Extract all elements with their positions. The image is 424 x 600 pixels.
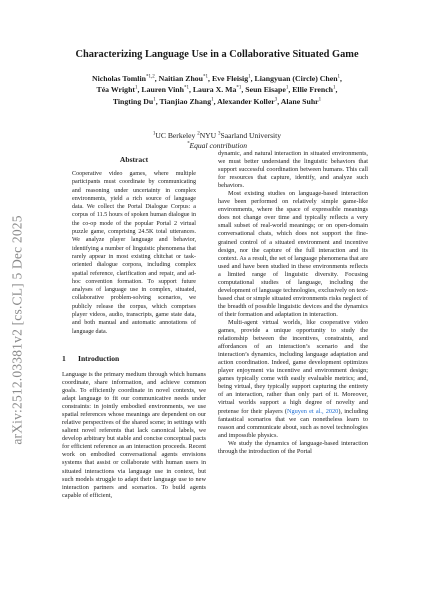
intro-paragraph-2: dynamic, and natural interaction in situated environments, we must better understand the linguistic behaviors that support successful coordination between humans. This call for resources that capture, identify, and analyze such behaviors. xyxy=(218,150,368,190)
author-line-3: Tingting Du$^1$, Tianjiao Zhang$^1$, Alexander Koller$^3$, Alane Suhr$^1$ xyxy=(112,96,322,106)
author-name: Alexander Koller xyxy=(217,96,275,106)
author-name: Alane Suhr xyxy=(280,96,319,106)
author-name: Tianjiao Zhang xyxy=(159,96,212,106)
author-affil-mark: 1 xyxy=(248,74,251,80)
author-name: Tingting Du xyxy=(112,96,154,106)
author-name: Téa Wright xyxy=(96,85,135,95)
section-number: 1 xyxy=(62,353,66,363)
section-title: Introduction xyxy=(78,353,120,363)
author-affil-mark: 1 xyxy=(333,85,336,91)
affiliation-name: UC Berkeley xyxy=(155,131,196,140)
affiliations xyxy=(48,131,386,151)
paper-title: Characterizing Language Use in a Collaborative Situated Game xyxy=(75,49,359,60)
author-affil-mark: 1 xyxy=(337,74,341,80)
intro-paragraph-1: Language is the primary medium through which humans coordinate, share information, and achieve common goals. To efficiently coordinate in novel contexts, we adapt language to fit our communicative needs under constraints: in jointly embodied environments, we use spatial references whose meanings are dependent on our relative perspectives of the shared scene; in settings with salient novel referents that lack canonical labels, we develop arbitrary but stable and concise conceptual pacts for efficient reference as an interaction proceeds. Recent work on embodied conversational agents envisions systems that assist or collaborate with human users in situated interactions via language use in context, but such models struggle to adapt their language use to new interaction partners and scenarios. To build agents capable of efficient, xyxy=(62,370,206,499)
affil-mark: 1 xyxy=(152,131,156,137)
author-name: Eve Fleisig xyxy=(211,74,249,83)
author-affil-mark: 1 xyxy=(153,97,156,103)
right-column xyxy=(218,150,368,456)
equal-contribution-text: Equal contribution xyxy=(189,141,248,150)
author-affil-mark: 1 xyxy=(318,97,322,103)
author-affil-mark: *1 xyxy=(203,74,209,80)
abstract-text: Cooperative video games, where multiple participants must coordinate by communicating and reasoning under uncertainty in complex environments, yield a rich source of language data. We collect the Portal Dialogue Corpus: a corpus of 11.5 hours of spoken human dialogue in the co-op mode of the popular Portal 2 virtual puzzle game, comprising 24.5K total utterances. We analyze player language and behavior, identifying a number of linguistic phenomena that rarely appear in most existing chitchat or task-oriented dialogue corpora, including complex spatial reference, clarification and repair, and ad-hoc convention formation. To support future analyses of language use in complex, situated, collaborative problem-solving scenarios, we publicly release the corpus, which comprises player videos, audio, transcripts, game state data, and both manual and automatic annotations of language data. xyxy=(72,171,196,335)
affil-mark: 2 xyxy=(197,131,200,137)
author-affil-mark: *1 xyxy=(236,85,242,91)
intro-paragraph-3: Most existing studies on language-based interaction have been performed on relatively simple game-like environments, where the space of expressible meanings does not change over time and typically reflects a very small subset of real-world meanings; or on open-domain conversational chats, which does not support the fine-grained control of a situated environment and incentive design, nor the capture of the full interaction and its context. As a result, the set of language phenomena that are used and have been studied in these environments reflects a limited range of linguistic diversity. Focusing computational studies of language, including the development of language technologies, exclusively on text-based chat or simple situated environments risks neglect of the breadth of possible linguistic devices and the dynamics of their formation and adaptation in interaction. xyxy=(218,190,368,318)
citation-link[interactable]: Nguyen et al., 2020 xyxy=(286,407,339,415)
paragraph-text: ), including fantastical scenarios that we can nonetheless learn to reason and communicate about, such as novel technologies and impossible physics. xyxy=(218,407,369,439)
affiliation-list xyxy=(48,131,386,141)
author-name: Naitian Zhou xyxy=(158,74,204,83)
affil-mark: 3 xyxy=(218,131,221,137)
section-heading-introduction xyxy=(62,354,206,363)
affiliation-name: NYU xyxy=(199,131,217,140)
affil-mark: * xyxy=(186,141,190,147)
author-name: Liangyuan (Circle) Chen xyxy=(254,74,338,83)
intro-paragraph-4 xyxy=(218,319,368,440)
paragraph-text: Multi-agent virtual worlds, like cooperative video games, provide a unique opportunity to study the relationship between the incentives, constraints, and affordances of an interaction’s scenario and the interaction’s dynamics, including language adaptation and action coordination. Indeed, game development optimizes player enjoyment via incentive and environment design; games typically come with easily evaluable metrics; and, being virtual, they typically support capturing the entirety of an interaction, rather than only part of it. Moreover, virtual worlds support a high degree of novelty and pretense for their players ( xyxy=(218,318,368,415)
author-name: Lauren Vinh xyxy=(141,85,184,95)
author-affil-mark: 1 xyxy=(211,97,214,103)
author-affil-mark: *1 xyxy=(183,85,189,91)
author-affil-mark: *1,2 xyxy=(145,74,155,80)
arxiv-identifier-sidebar xyxy=(8,180,28,480)
arxiv-id: arXiv:2512.03381v2 [cs.CL] 5 Dec 2025 xyxy=(10,215,26,445)
author-affil-mark: 1 xyxy=(135,85,138,91)
intro-paragraph-5: We study the dynamics of language-based interaction through the introduction of the Portal xyxy=(218,439,368,455)
author-name: Laura X. Ma xyxy=(192,85,237,95)
author-line-2: Téa Wright$^1$, Lauren Vinh$^{*1}$, Laura X. Ma$^{*1}$, Seun Eisape$^1$, Ellie French$^1$, xyxy=(96,85,338,95)
author-affil-mark: 1 xyxy=(285,85,289,91)
author-line-1: Nicholas Tomlin$^{*1,2}$, Naitian Zhou$^{*1}$, Eve Fleisig$^1$, Liangyuan (Circle) Chen$^1$, xyxy=(92,74,342,83)
author-list xyxy=(48,73,386,107)
author-name: Ellie French xyxy=(292,85,334,95)
abstract-heading: Abstract xyxy=(119,155,149,164)
left-column xyxy=(62,150,206,500)
author-affil-mark: 3 xyxy=(274,97,278,103)
affiliation-name: Saarland University xyxy=(220,131,282,140)
author-name: Seun Eisape xyxy=(245,85,286,95)
author-name: Nicholas Tomlin xyxy=(92,74,146,83)
